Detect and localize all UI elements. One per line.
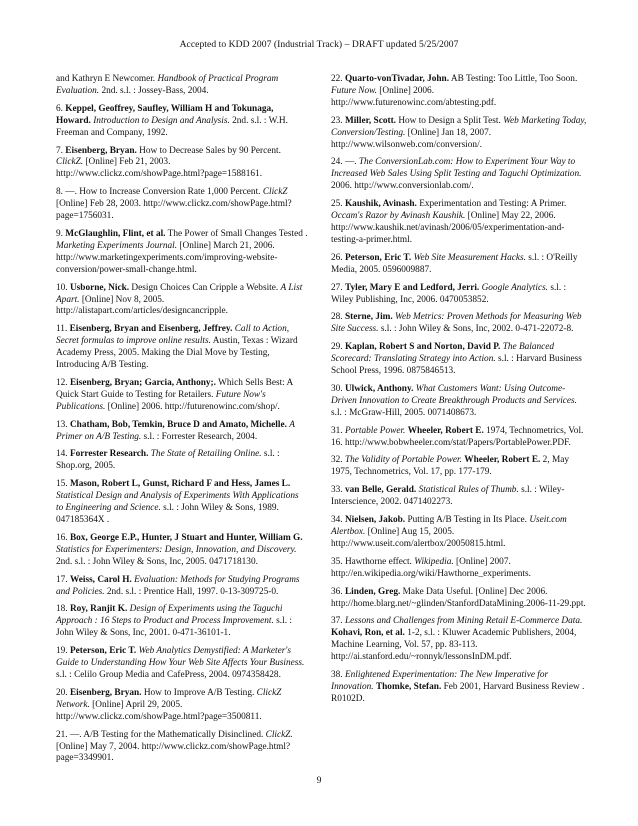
reference-title: A Primer on A/B Testing.: [56, 419, 295, 442]
reference-entry: [56, 420, 308, 444]
reference-text: 18.: [56, 604, 70, 615]
reference-author: Kaplan, Robert S and Norton, David P.: [344, 342, 501, 353]
reference-text: Putting A/B Testing in Its Place.: [405, 515, 530, 526]
reference-text: 38.: [331, 670, 345, 681]
reference-entry: [331, 616, 587, 664]
reference-text: Design Choices Can Cripple a Website.: [129, 282, 281, 293]
reference-entry: [56, 146, 308, 182]
reference-text: 29.: [331, 342, 345, 353]
reference-text: [Online] Aug 15, 2005. http://www.useit.com/alertbox/20050815.html.: [331, 527, 506, 549]
page-header: Accepted to KDD 2007 (Industrial Track) – DRAFT updated 5/25/2007: [179, 39, 459, 50]
reference-author: Quarto-vonTivadar, John.: [344, 74, 450, 84]
reference-entry: [331, 670, 587, 706]
reference-text: s.l. : Shop.org, 2005.: [56, 449, 280, 472]
reference-text: 2, May 1975, Technometrics, Vol. 17, pp. 177-179.: [331, 455, 570, 478]
reference-text: 20.: [56, 687, 70, 698]
reference-text: 17.: [56, 574, 70, 585]
reference-text: 34.: [331, 515, 345, 526]
reference-entry: [56, 604, 308, 640]
reference-text: 28.: [331, 312, 345, 323]
reference-author: Thomke, Stefan.: [375, 681, 442, 692]
reference-text: Austin, Texas : Wizard Academy Press, 2005. Making the Dial Move by Testing, Introducing A/B Testing.: [56, 336, 298, 371]
reference-title: Web Marketing Today, Conversion/Testing.: [331, 115, 587, 138]
reference-text: 14.: [56, 449, 70, 460]
reference-text: [Online] Feb 21, 2003. http://www.clickz.com/showPage.html?page=1588161.: [56, 157, 263, 180]
reference-text: 24. —.: [331, 157, 359, 168]
reference-text: 6.: [56, 103, 66, 114]
reference-text: [Online] Feb 28, 2003. http://www.clickz.com/showPage.html?page=1756031.: [56, 199, 292, 222]
reference-author: Roy, Ranjit K.: [69, 604, 128, 615]
reference-entry: [56, 324, 308, 372]
reference-title: Call to Action, Secret formulas to improve online results.: [56, 324, 290, 347]
reference-entry: [331, 587, 587, 611]
reference-entry: [331, 485, 587, 509]
reference-title: Statistical Rules of Thumb.: [418, 485, 519, 496]
reference-author: Eisenberg, Bryan.: [69, 687, 142, 698]
reference-text: s.l. : Wiley Publishing, Inc, 2006. 0470053852.: [331, 282, 567, 305]
reference-text: 22.: [331, 74, 345, 84]
reference-entry: [331, 74, 587, 110]
reference-entry: [56, 479, 308, 527]
reference-text: s.l. : John Wiley & Sons, Inc, 2001. 0-471-36101-1.: [56, 616, 292, 639]
reference-text: [Online] May 7, 2004. http://www.clickz.com/showPage.html?page=3349901.: [56, 741, 291, 764]
reference-text: 2006. http://www.conversionlab.com/.: [331, 181, 474, 192]
reference-title: Web Site Measurement Hacks.: [413, 252, 526, 263]
reference-author: Linden, Greg.: [344, 586, 401, 597]
reference-text: s.l. : Harvard Business School Press, 1996. 0875846513.: [331, 354, 582, 377]
reference-entry: [331, 157, 587, 193]
reference-text: 12.: [56, 377, 70, 388]
reference-author: Weiss, Carol H.: [69, 574, 132, 585]
reference-author: Eisenberg, Bryan; Garcia, Anthony;.: [69, 377, 216, 388]
reference-text: s.l. : McGraw-Hill, 2005. 0071408673.: [331, 407, 477, 418]
reference-title: Wikipedia.: [414, 556, 454, 567]
reference-title: Useit.com Alertbox.: [331, 515, 567, 537]
reference-text: 36.: [331, 586, 345, 597]
reference-title: The ConversionLab.com: How to Experiment Your Way to Increased Web Sales Using Split Testing and Taguchi Optimization.: [331, 157, 582, 180]
reference-entry: [56, 74, 308, 98]
reference-entry: [331, 557, 587, 581]
reference-text: Which Sells Best: A Quick Start Guide to Testing for Retailers.: [56, 377, 293, 400]
reference-entry: [56, 575, 308, 599]
reference-text: 32.: [331, 455, 345, 466]
reference-entry: [331, 515, 587, 551]
reference-text: [Online] March 21, 2006. http://www.marketingexperiments.com/improving-website-conversion/power-small-change.html.: [56, 240, 278, 275]
reference-author: Miller, Scott.: [344, 115, 396, 126]
reference-text: 30.: [331, 383, 345, 394]
reference-text: 8. —. How to Increase Conversion Rate 1,000 Percent.: [56, 187, 263, 198]
reference-entry: [56, 730, 308, 766]
reference-text: [Online] Jan 18, 2007. http://www.wilsonweb.com/conversion/.: [331, 127, 492, 150]
reference-text: 27.: [331, 282, 345, 293]
reference-author: Wheeler, Robert E.: [464, 455, 541, 466]
reference-text: s.l. : Celilo Group Media and CafePress, 2004. 0974358428.: [56, 669, 281, 680]
reference-text: The Power of Small Changes Tested .: [165, 228, 308, 239]
reference-author: Box, George E.P., Hunter, J Stuart and Hunter, William G.: [69, 532, 303, 543]
reference-title: Google Analytics.: [481, 282, 549, 293]
reference-text: 15.: [56, 479, 70, 490]
reference-text: s.l. : John Wiley & Sons, Inc, 2002. 0-471-22072-8.: [378, 324, 574, 335]
reference-title: Portable Power.: [344, 425, 406, 436]
reference-title: Lessons and Challenges from Mining Retail E-Commerce Data.: [344, 616, 583, 627]
reference-text: [Online] 2007. http://en.wikipedia.org/wiki/Hawthorne_experiments.: [331, 556, 531, 579]
reference-entry: [331, 116, 587, 152]
reference-text: 33.: [331, 485, 345, 496]
reference-text: and Kathryn E Newcomer.: [56, 74, 158, 84]
reference-text: 7.: [56, 145, 66, 156]
reference-text: 31.: [331, 425, 345, 436]
reference-title: Web Analytics Demystified: A Marketer's Guide to Understanding How Your Web Site Affects Your Business.: [56, 646, 305, 669]
reference-text: Feb 2001, Harvard Business Review . R0102D.: [331, 681, 585, 704]
reference-entry: [331, 455, 587, 479]
reference-author: Kaushik, Avinash.: [344, 199, 417, 210]
reference-text: [Online] May 22, 2006. http://www.kaushik.net/avinash/2006/05/experimentation-and-testing-a-primer.html.: [331, 211, 565, 245]
reference-author: Kohavi, Ron, et al.: [331, 628, 405, 639]
reference-text: 9.: [56, 228, 66, 239]
reference-author: Peterson, Eric T.: [344, 252, 412, 263]
reference-title: The Balanced Scorecard: Translating Strategy into Action.: [331, 342, 555, 365]
reference-title: Handbook of Practical Program Evaluation.: [56, 74, 279, 96]
reference-text: 13.: [56, 419, 70, 430]
reference-title: Marketing Experiments Journal.: [56, 240, 178, 251]
reference-text: Experimentation and Testing: A Primer.: [416, 199, 567, 210]
reference-text: [Online] 2006. http://www.futurenowinc.com/abtesting.pdf.: [331, 85, 497, 108]
reference-entry: [56, 533, 308, 569]
reference-text: 16.: [56, 532, 70, 543]
reference-author: Tyler, Mary E and Ledford, Jerri.: [344, 282, 480, 293]
reference-title: What Customers Want: Using Outcome-Driven Innovation to Create Breakthrough Products and Services.: [331, 383, 577, 406]
reference-text: 2nd. s.l. : Prentice Hall, 1997. 0-13-309725-0.: [104, 586, 279, 597]
reference-author: Nielsen, Jakob.: [344, 515, 406, 526]
reference-text: 10.: [56, 282, 70, 293]
reference-title: Web Metrics: Proven Methods for Measuring Web Site Success.: [331, 312, 582, 335]
reference-text: 11.: [56, 324, 70, 335]
reference-entry: [331, 384, 587, 420]
reference-text: How to Design a Split Test.: [396, 115, 504, 126]
references-left-column: [56, 74, 308, 771]
reference-text: 1-2, s.l. : Kluwer Academic Publishers, 2004, Machine Learning, Vol. 57, pp. 83-113. http://ai.stanford.edu/~ronnyk/lessonsInDM.pdf.: [331, 628, 577, 663]
reference-entry: [56, 378, 308, 414]
reference-text: 2nd. s.l. : W.H. Freeman and Company, 1992.: [56, 115, 288, 138]
reference-title: Enlightened Experimentation: The New Imperative for Innovation.: [331, 670, 549, 692]
reference-title: Introduction to Design and Analysis.: [93, 115, 230, 126]
reference-title: ClickZ: [262, 187, 288, 198]
reference-author: Keppel, Geoffrey, Saufley, William H and Tokunaga, Howard.: [56, 103, 274, 126]
reference-entry: [56, 229, 308, 277]
reference-title: A List Apart.: [56, 282, 303, 305]
reference-entry: [56, 449, 308, 473]
reference-author: Eisenberg, Bryan and Eisenberg, Jeffrey.: [69, 324, 233, 335]
reference-title: Future Now.: [331, 85, 377, 96]
reference-author: Wheeler, Robert E.: [407, 425, 484, 436]
reference-text: Make Data Useful. [Online] Dec 2006. http://home.blarg.net/~glinden/StanfordDataMining.2006-11-29.ppt.: [331, 586, 586, 609]
reference-entry: [56, 688, 308, 724]
reference-author: Sterne, Jim.: [344, 312, 393, 323]
reference-text: [Online] Nov 8, 2005. http://alistapart.com/articles/designcancripple.: [56, 294, 228, 317]
reference-text: 19.: [56, 646, 70, 657]
reference-text: s.l. : John Wiley & Sons, 1989. 047185364X .: [56, 503, 279, 525]
reference-entry: [331, 283, 587, 307]
reference-entry: [331, 199, 587, 247]
reference-text: 2nd. s.l. : John Wiley & Sons, Inc, 2005. 0471718130.: [56, 556, 258, 567]
reference-author: Eisenberg, Bryan.: [65, 145, 137, 156]
reference-text: AB Testing: Too Little, Too Soon.: [449, 74, 578, 84]
reference-author: Chatham, Bob, Temkin, Bruce D and Amato, Michelle.: [69, 419, 287, 430]
reference-text: s.l. : Wiley-Interscience, 2002. 0471402273.: [331, 485, 565, 508]
reference-title: Occam's Razor by Avinash Kaushik.: [331, 211, 466, 222]
reference-entry: [56, 646, 308, 682]
reference-title: ClickZ.: [265, 729, 293, 740]
reference-text: s.l. : Forrester Research, 2004.: [141, 431, 258, 442]
reference-title: The Validity of Portable Power.: [344, 455, 462, 466]
reference-entry: [331, 312, 587, 336]
reference-author: Ulwick, Anthony.: [344, 383, 414, 394]
reference-author: van Belle, Gerald.: [344, 485, 417, 496]
reference-author: Mason, Robert L, Gunst, Richard F and Hess, James L.: [69, 479, 291, 490]
reference-title: Statistical Design and Analysis of Experiments With Applications to Engineering and Science.: [56, 491, 299, 514]
reference-text: 25.: [331, 199, 345, 210]
reference-title: Statistics for Experimenters: Design, Innovation, and Discovery.: [56, 544, 297, 555]
reference-text: 2nd. s.l. : Jossey-Bass, 2004.: [99, 85, 209, 96]
reference-text: 1974, Technometrics, Vol. 16. http://www.bobwheeler.com/stat/Papers/PortablePower.PDF.: [331, 425, 584, 448]
reference-entry: [331, 426, 587, 450]
reference-text: 21. —. A/B Testing for the Mathematically Disinclined.: [56, 729, 266, 740]
page-number: 9: [316, 775, 322, 786]
reference-text: How to Decrease Sales by 90 Percent.: [136, 145, 281, 156]
reference-text: How to Improve A/B Testing.: [141, 687, 257, 698]
reference-entry: [331, 342, 587, 378]
reference-text: s.l. : O'Reilly Media, 2005. 0596009887.: [331, 252, 578, 275]
reference-entry: [331, 253, 587, 277]
reference-title: Design of Experiments using the Taguchi Approach : 16 Steps to Product and Process Improvement.: [56, 604, 283, 627]
reference-text: 26.: [331, 252, 345, 263]
reference-entry: [56, 283, 308, 319]
reference-text: 37.: [331, 616, 345, 627]
reference-title: The State of Retailing Online.: [150, 449, 262, 460]
reference-entry: [56, 104, 308, 140]
reference-title: ClickZ Network.: [56, 687, 282, 710]
reference-text: [Online] April 29, 2005. http://www.clickz.com/showPage.html?page=3500811.: [56, 699, 262, 722]
reference-author: McGlaughlin, Flint, et al.: [65, 228, 166, 239]
reference-author: Usborne, Nick.: [69, 282, 130, 293]
reference-text: [Online] 2006. http://futurenowinc.com/shop/.: [105, 401, 280, 412]
reference-author: Peterson, Eric T.: [69, 646, 137, 657]
reference-author: Forrester Research.: [69, 449, 149, 460]
reference-title: ClickZ.: [56, 157, 84, 168]
reference-title: Future Now's Publications.: [56, 389, 266, 412]
reference-text: 23.: [331, 115, 345, 126]
reference-text: 35. Hawthorne effect.: [331, 556, 415, 567]
reference-title: Evaluation: Methods for Studying Programs and Policies.: [56, 574, 300, 597]
references-right-column: [331, 74, 587, 712]
reference-entry: [56, 187, 308, 223]
